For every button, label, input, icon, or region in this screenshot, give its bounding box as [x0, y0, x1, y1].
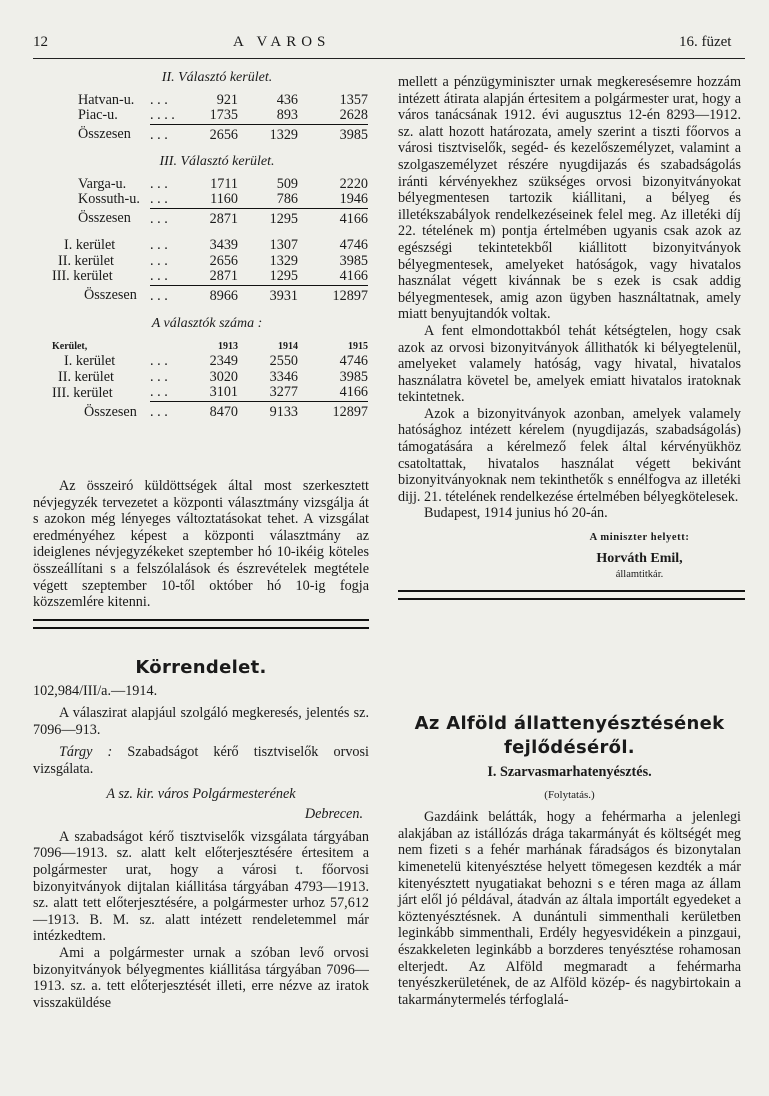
table-row	[52, 238, 368, 254]
leader-dots: . . .	[150, 353, 168, 370]
cell: 1711	[210, 175, 238, 192]
row-label: Varga-u.	[78, 175, 127, 192]
circular-section	[33, 657, 369, 1011]
cell: 786	[276, 191, 298, 208]
table-header-row	[52, 339, 368, 355]
total-row	[78, 208, 368, 227]
cell: 509	[276, 175, 298, 192]
header-rule	[33, 58, 745, 59]
article-note: (Folytatás.)	[544, 788, 595, 801]
cell: 9133	[238, 401, 298, 420]
place-date: Budapest, 1914 junius hó 20-án.	[424, 505, 608, 522]
cell: 2349	[209, 353, 238, 370]
cell: 4166	[339, 268, 368, 285]
circular-paragraph: Ami a polgármester urnak a szóban levő orvosi bizonyitványok bélyegmentes kiállitása tárgyában 7096—1913. sz. a. tett előterjesztését illeti, erre nézve az iratok visszaküldése	[33, 944, 369, 1011]
cell: 3985	[339, 252, 368, 269]
table-row	[78, 93, 368, 109]
leader-dots: . . .	[150, 384, 168, 401]
cell: 2550	[269, 353, 298, 370]
cell: 3931	[238, 285, 298, 304]
continuation-paragraph: mellett a pénzügyminiszter urnak megkeresésemre hozzám intézett átirata alapján értesitem a polgármester urat, hogy a város tanácsának 1912. évi augusztus 12-én 8293—1912. sz. alatt hozott határozata, amely szerint a tiszti főorvos a városi tisztviselők, segéd- és kezelőszemélyzet, valamint a szolgaszemélyzet részére nyugdijazás és szabadságolás iránti kérvényekhez szükséges orvosi bizonyitványokat bélyegmentesen tartozik kiállitani, a bélyeg és illetékszabályok rendelkezéseinek felel meg. Az illetéki díj 22. tételének m) pontja értelmében ugyanis csak azok az egészségi tekintetekből kiállitott bizonyitványok bélyegmentesek, amelyeket hatóságok, vagy hivatalos használat végett kivánnak be s ezek is csak addig bélyegmentesek, amig azon ügyben használtatnak, amely miatt benyujtandók voltak.	[398, 74, 741, 323]
table-voters-grid	[52, 339, 368, 421]
table-row	[52, 254, 368, 270]
article-heading-line1: Az Alföld állattenyésztésének	[414, 713, 725, 734]
cell: 2628	[339, 107, 368, 124]
page-number: 12	[33, 34, 48, 50]
closing-paragraph: Az összeiró küldöttségek által most szerkesztett névjegyzék tervezetet a központi választmány vizsgálja át s azokon még lényeges változtatásokat tehet. A vizsgálat eredményéhez képest a központi választmány az ideiglenes névjegyzékeket szeptember hó 10-ikéig köteles összeállítani s a felszólalások és észrevételek megtétele végett szeptember 10-től október hó 10-ig fogja közszemlére kitenni.	[33, 478, 369, 611]
table-voters	[46, 316, 368, 420]
table-ii-grid	[78, 93, 368, 144]
leader-dots: . . .	[150, 208, 188, 227]
right-column	[398, 74, 741, 600]
section-divider	[33, 619, 369, 629]
leader-dots: . . .	[150, 237, 168, 254]
row-label: II. kerület	[58, 368, 114, 385]
column-header: 1913	[218, 340, 238, 352]
leader-dots: . . .	[150, 252, 168, 269]
body-paragraph: Azok a bizonyitványok azonban, amelyek valamely hatósághoz intézett kérelem (nyugdijazás, szabadságolás) támogatására a kérelmező felek által kérvényükhöz csatoltattak, hivatalos használat végett bekivánt bizonyitványoknak nem tekinthetők s ennélfogva az illetéki dijj. 21. tételének rendelkezése értelmében bélyegkötelesek.	[398, 405, 741, 505]
row-label: Összesen	[78, 210, 131, 227]
row-label: Összesen	[84, 403, 137, 420]
signature-name: Horváth Emil,	[596, 550, 683, 566]
cell: 2871	[188, 208, 238, 227]
addressee: A sz. kir. város Polgármesterének	[106, 785, 296, 802]
cell: 1357	[339, 91, 368, 108]
cell: 4166	[339, 384, 368, 401]
subject-text: Szabadságot kérő tisztviselők orvosi vizsgálata.	[33, 744, 369, 777]
table-row	[52, 354, 368, 370]
row-label: Összesen	[78, 126, 131, 143]
table-row	[52, 269, 368, 285]
section-divider	[398, 590, 745, 600]
row-label: Piac-u.	[78, 107, 118, 124]
cell: 1946	[339, 191, 368, 208]
article-paragraph: Gazdáink belátták, hogy a fehérmarha a jelenlegi alakjában az istállózás drága takarmányát és költségét meg nem fizeti s a fehér marhának fáradságos és bizonytalan kimenetelü kitenyésztése helyett tömegesen kezdték a már kitenyésztett nyugatiakat behozni s e téren maga az állam járt elől jó példával, átadván az általa importált egyedeket a köztenyésztésnek. A dunántuli simmenthali kerületben leginkább simmenthali, Erdély hegyesvidékein a pinzgaui, északkeleten leginkább a borzderes tenyésztése rohamosan elterjedt. Az Alföld megmaradt a fehérmarha tenyészkerületének, de az Alföld közép- és nagybirtokain a takarmánytermelés térfoglalá-	[398, 809, 741, 1008]
article-subheading: I. Szarvasmarhatenyésztés.	[487, 764, 652, 780]
row-label: I. kerület	[64, 353, 116, 370]
cell: 1307	[269, 237, 298, 254]
cell: 3439	[209, 237, 238, 254]
leader-dots: . . .	[150, 368, 168, 385]
table-row	[78, 192, 368, 208]
leader-dots: . . .	[150, 191, 168, 208]
circular-reference: 102,984/III/a.—1914.	[33, 682, 158, 699]
article-section	[398, 712, 741, 1008]
circular-subject	[33, 744, 369, 777]
table-districts	[46, 238, 368, 304]
signature-title: államtitkár.	[615, 569, 664, 581]
leader-dots: . . .	[150, 124, 188, 143]
subject-label: Tárgy :	[59, 744, 113, 761]
row-label: III. kerület	[52, 268, 113, 285]
cell: 3020	[209, 368, 238, 385]
table-ii-caption: II. Választó kerület.	[161, 70, 273, 85]
cell: 436	[276, 91, 298, 108]
left-closing-block	[33, 478, 369, 629]
column-header: 1915	[348, 340, 368, 352]
circular-basis: A válaszirat alapjául szolgáló megkeresés, jelentés sz. 7096—913.	[33, 705, 369, 738]
cell: 3101	[209, 384, 238, 401]
leader-dots: . . .	[150, 175, 168, 192]
journal-title: A VAROS	[233, 34, 331, 50]
cell: 8470	[188, 401, 238, 420]
cell: 4746	[339, 237, 368, 254]
cell: 2656	[188, 124, 238, 143]
row-label: Kossuth-u.	[78, 191, 140, 208]
leader-dots: . . .	[150, 91, 168, 108]
cell: 12897	[298, 285, 368, 304]
table-iii-grid	[78, 177, 368, 228]
leader-dots: . . . .	[150, 107, 175, 124]
cell: 4166	[298, 208, 368, 227]
left-column	[46, 70, 368, 420]
table-row	[78, 177, 368, 193]
cell: 3985	[339, 368, 368, 385]
cell: 8966	[188, 285, 238, 304]
cell: 2871	[209, 268, 238, 285]
cell: 893	[276, 107, 298, 124]
cell: 3985	[298, 124, 368, 143]
column-header: 1914	[278, 340, 298, 352]
row-label: I. kerület	[64, 237, 116, 254]
total-row	[78, 124, 368, 143]
row-label: III. kerület	[52, 384, 113, 401]
cell: 4746	[339, 353, 368, 370]
cell: 921	[216, 91, 238, 108]
row-label: II. kerület	[58, 252, 114, 269]
table-iii-caption: III. Választó kerület.	[159, 154, 275, 170]
issue-number: 16. füzet	[679, 34, 732, 50]
total-row	[52, 285, 368, 304]
cell: 1295	[238, 208, 298, 227]
article-heading-line2: fejlődéséről.	[504, 737, 635, 758]
total-row	[52, 401, 368, 420]
addressee-city: Debrecen.	[304, 806, 363, 823]
table-row	[52, 370, 368, 386]
cell: 1295	[269, 268, 298, 285]
table-voters-caption: A választók száma :	[151, 316, 263, 332]
circular-heading: Körrendelet.	[135, 657, 267, 678]
table-ii	[46, 70, 368, 143]
cell: 1160	[210, 191, 238, 208]
cell: 1735	[209, 107, 238, 124]
cell: 1329	[238, 124, 298, 143]
circular-paragraph: A szabadságot kérő tisztviselők vizsgálata tárgyában 7096—1913. sz. alatt kelt előterjesztésére értesitem a polgármester urat, hogy a városi t. főorvosi bizonyitványok dijtalan kiállitása tárgyában 4793—1913. sz. alatt tett előterjesztésére, a polgármester urhoz 57,612—1913. B. M. sz. alatt intézett rendeletemmel már intézkedtem.	[33, 828, 369, 945]
leader-dots: . . .	[150, 268, 168, 285]
table-iii	[46, 154, 368, 227]
table-row	[78, 108, 368, 124]
signature-role: A miniszter helyett:	[589, 532, 690, 544]
cell: 3277	[269, 384, 298, 401]
leader-dots: . . .	[150, 401, 188, 420]
cell: 2220	[339, 175, 368, 192]
row-label: Összesen	[84, 287, 137, 304]
table-districts-grid	[52, 238, 368, 304]
table-row	[52, 385, 368, 401]
cell: 2656	[209, 252, 238, 269]
body-paragraph: A fent elmondottakból tehát kétségtelen, hogy csak azok az orvosi bizonyitványok állithatók ki bélyegtelenül, amelyeket valamely hatóság, vagy hivatal, hivatalos használatra követel be, amelyek emiatt hivatalos iratoknak tekintetnek.	[398, 322, 741, 406]
cell: 12897	[298, 401, 368, 420]
row-label: Hatvan-u.	[78, 91, 135, 108]
leader-dots: . . .	[150, 285, 188, 304]
column-header: Kerület,	[52, 340, 88, 352]
cell: 1329	[269, 252, 298, 269]
cell: 3346	[269, 368, 298, 385]
